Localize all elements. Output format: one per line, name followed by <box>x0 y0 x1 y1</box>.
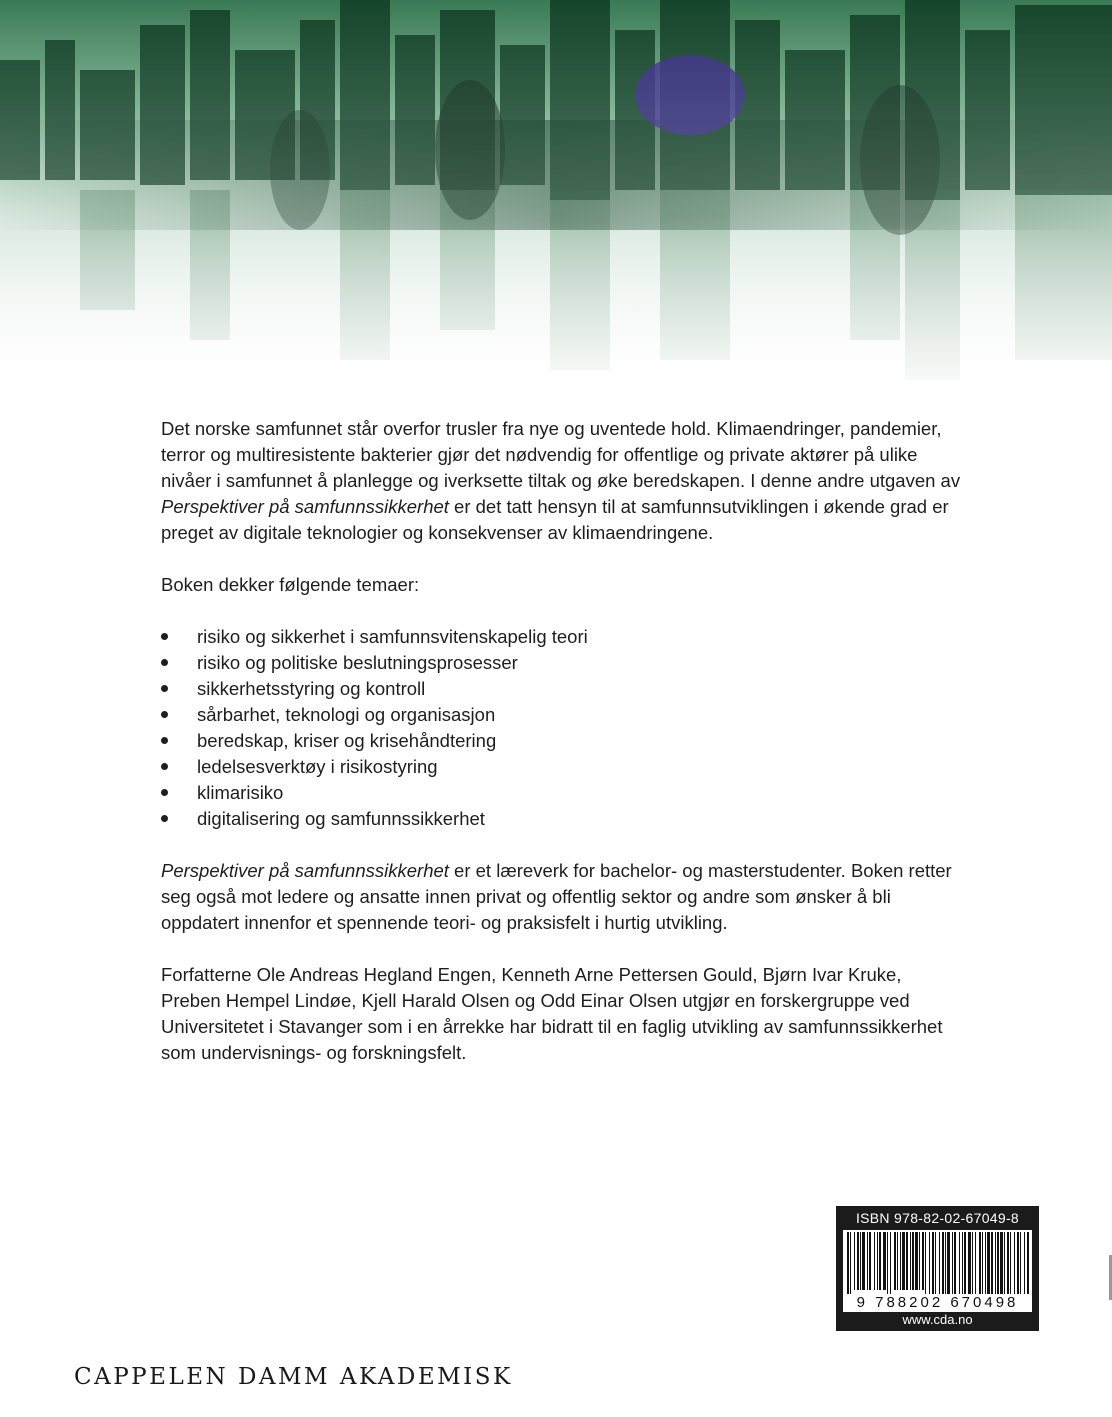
barcode-bar <box>902 1232 905 1290</box>
barcode-bar <box>1014 1232 1015 1294</box>
barcode-bar <box>887 1232 888 1294</box>
barcode-bar <box>964 1232 966 1294</box>
list-item: klimarisiko <box>161 780 961 806</box>
intro-text-1: Det norske samfunnet står overfor trusler fra nye og uventede hold. Klimaendringer, pandemier, terror og multiresistente bakterier gjør det nødvendig for offentlige og private aktører på ulike nivåer i samfunnet å planlegge og iverksette tiltak og øke beredskapen. I denne andre utgaven av <box>161 418 961 491</box>
barcode-bar <box>954 1232 956 1294</box>
cover-photo <box>0 0 1112 400</box>
intro-text-2: er det tatt hensyn til at samfunnsutviklingen i økende grad er preget av digitale teknologier og konsekvenser av klimaendringene. <box>161 496 949 543</box>
list-item: beredskap, kriser og krisehåndtering <box>161 728 961 754</box>
barcode-bar <box>912 1232 914 1290</box>
barcode-bars <box>843 1230 1032 1294</box>
barcode-bar <box>869 1232 871 1290</box>
barcode-bar <box>1020 1232 1021 1294</box>
intro-paragraph <box>161 416 961 546</box>
isbn-label: ISBN 978-82-02-67049-8 <box>855 1210 1020 1226</box>
intro-book-title: Perspektiver på samfunnssikkerhet <box>161 496 449 517</box>
barcode-bar <box>1007 1232 1009 1294</box>
website-label: www.cda.no <box>902 1312 973 1327</box>
barcode-bar <box>932 1232 934 1294</box>
barcode-bar <box>935 1232 936 1294</box>
barcode-bar <box>862 1232 865 1290</box>
barcode-bar <box>874 1232 875 1290</box>
barcode-bar <box>1017 1232 1019 1294</box>
back-cover-text <box>161 416 961 1066</box>
barcode-bar <box>897 1232 898 1290</box>
list-item: digitalisering og samfunnssikkerhet <box>161 806 961 832</box>
audience-book-title: Perspektiver på samfunnssikkerhet <box>161 860 449 881</box>
publisher-logo: CAPPELEN DAMM AKADEMISK <box>74 1364 513 1390</box>
barcode-bar <box>850 1232 851 1294</box>
barcode-bar <box>942 1232 944 1294</box>
barcode-bar <box>997 1232 999 1294</box>
barcode-bar <box>919 1232 920 1290</box>
barcode-bar <box>1000 1232 1003 1294</box>
barcode-panel <box>836 1206 1039 1331</box>
barcode-bar <box>1024 1232 1025 1294</box>
barcode-bar <box>979 1232 981 1294</box>
authors-paragraph: Forfatterne Ole Andreas Hegland Engen, Kenneth Arne Pettersen Gould, Bjørn Ivar Kruke, Preben Hempel Lindøe, Kjell Harald Olsen og Odd Einar Olsen utgjør en forskergruppe ved Universitetet i Stavanger som i en årrekke har bidratt til en faglig utvikling av samfunnssikkerhet som undervisnings- og forskningsfelt. <box>161 964 943 1063</box>
barcode-bar <box>857 1232 859 1290</box>
topics-lead: Boken dekker følgende temaer: <box>161 574 420 595</box>
list-item: ledelsesverktøy i risikostyring <box>161 754 961 780</box>
barcode-bar <box>890 1232 891 1294</box>
barcode-bar <box>1004 1232 1005 1294</box>
barcode-bar <box>947 1232 950 1294</box>
barcode-bar <box>854 1232 855 1290</box>
barcode-bar <box>929 1232 930 1294</box>
list-item: risiko og politiske beslutningsprosesser <box>161 650 961 676</box>
barcode-bar <box>879 1232 881 1290</box>
barcode-bar <box>962 1232 963 1294</box>
list-item: risiko og sikkerhet i samfunnsvitenskapelig teori <box>161 624 961 650</box>
barcode-bar <box>925 1232 926 1294</box>
list-item: sårbarhet, teknologi og organisasjon <box>161 702 961 728</box>
barcode-bar <box>877 1232 878 1290</box>
barcode-bar <box>945 1232 946 1294</box>
barcode-bar <box>968 1232 971 1294</box>
barcode-bar <box>959 1232 960 1294</box>
audience-text: er et læreverk for bachelor- og masterstudenter. Boken retter seg også mot ledere og ansatte innen privat og offentlig sektor og andre som ønsker å bli oppdatert innenfor et spennende teori- og praksisfelt i hurtig utvikling. <box>161 860 952 933</box>
barcode-bar <box>991 1232 993 1294</box>
barcode-bar <box>982 1232 983 1294</box>
barcode-digits: 9 788202 670498 <box>856 1294 1019 1311</box>
barcode-bar <box>922 1232 924 1290</box>
barcode-bar <box>1027 1232 1029 1294</box>
barcode-bar <box>910 1232 911 1290</box>
barcode-bar <box>906 1232 908 1290</box>
barcode-bar <box>860 1232 861 1290</box>
barcode-bar <box>900 1232 901 1290</box>
barcode-bar <box>975 1232 976 1294</box>
audience-paragraph <box>161 858 961 936</box>
barcode-bar <box>867 1232 868 1290</box>
barcode-bar <box>1010 1232 1011 1294</box>
barcode-bar <box>894 1232 896 1290</box>
barcode-bar <box>883 1232 886 1290</box>
barcode-bar <box>939 1232 940 1294</box>
barcode <box>843 1230 1032 1312</box>
barcode-bar <box>972 1232 973 1294</box>
barcode-bar <box>995 1232 996 1294</box>
barcode-bar <box>847 1232 849 1294</box>
barcode-bar <box>915 1232 918 1290</box>
barcode-bar <box>987 1232 990 1294</box>
list-item: sikkerhetsstyring og kontroll <box>161 676 961 702</box>
barcode-bar <box>952 1232 953 1294</box>
barcode-bar <box>985 1232 986 1294</box>
topics-list <box>161 624 961 832</box>
